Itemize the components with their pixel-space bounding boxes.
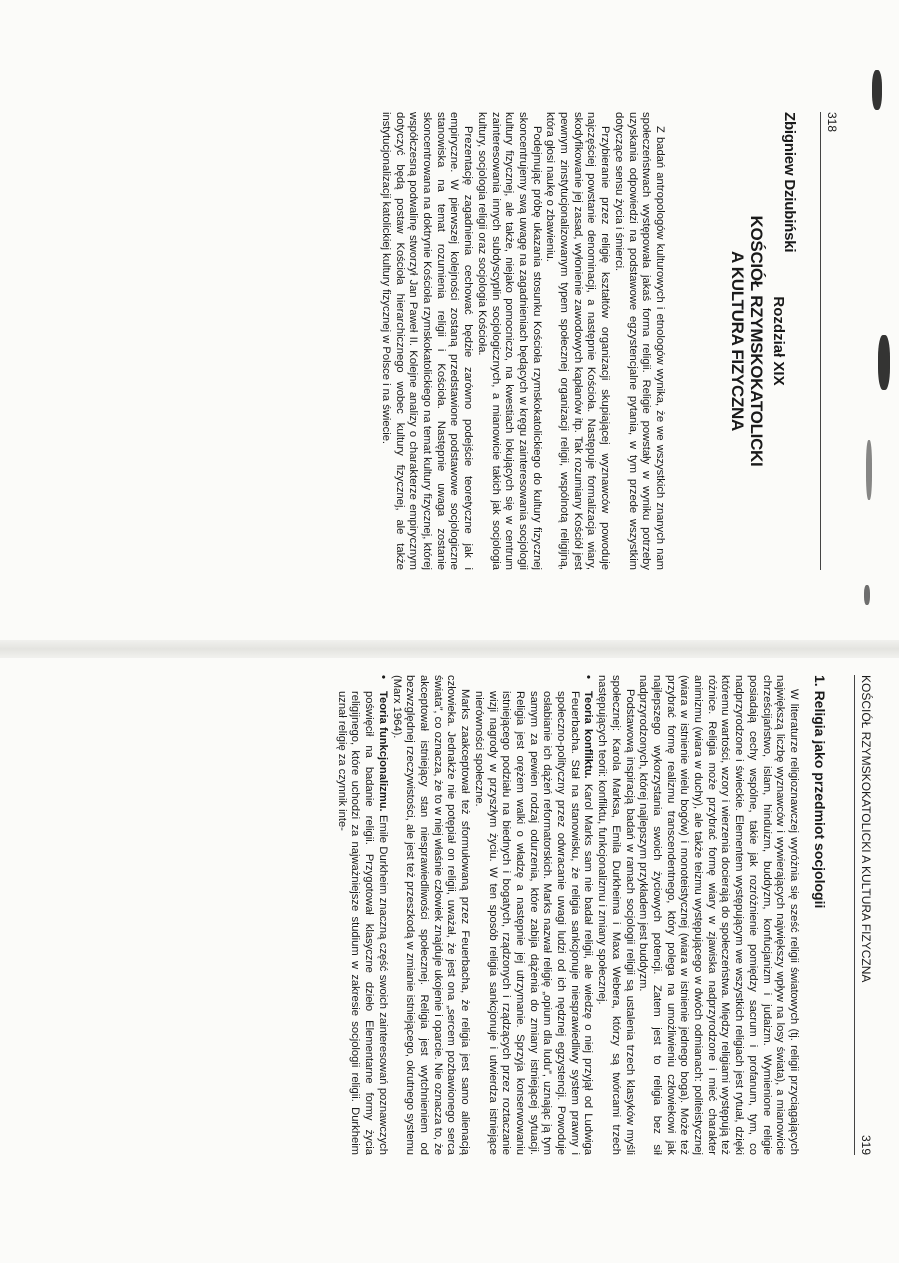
paragraph: Prezentację zagadnienia cechować będzie zarówno podejście teoretyczne jak i empiryczne. W pierwszej kolejności zostaną przedstawione podstawowe socjologiczne stanowiska na temat rozumienia religii i Kościoła. Następnie uwaga zostanie skoncentrowana na doktrynie Kościoła rzymskokatolickiego na temat kultury fizycznej, której współczesną podwalinę stworzył Jan Paweł II. Kolejne analizy o charakterze empirycznym dotyczyć będą postaw Kościoła hierarchicznego wobec kultury fizycznej, ale także instytucjonalizacji katolickiej kultury fizycznej w Polsce i na świecie. <box>379 112 475 570</box>
running-head-title: KOŚCIÓŁ RZYMSKOKATOLICKI A KULTURA FIZYCZNA <box>859 675 873 983</box>
scan-smudge <box>866 440 872 500</box>
bullet-functionalism-theory <box>334 675 389 1155</box>
paragraph: Podejmując próbę ukazania stosunku Kościoła rzymskokatolickiego do kultury fizycznej skoncentrujemy swą uwagę na zagadnieniach będących w kręgu zainteresowania socjologii kultury fizycznej, ale także, niejako pomocniczo, na kwestiach lokujących się w centrum zainteresowania innych subdyscyplin socjologicznych, a mianowicie takich jak socjologia kultury, socjologia religii oraz socjologia Kościoła. <box>475 112 543 570</box>
scan-smudge <box>878 335 890 390</box>
paragraph: W literaturze religioznawczej wyróżnia się sześć religii światowych (tj. religii przyciągających największą liczbę wyznawców i wywierających największy wpływ na losy świata), a mianowicie chrześcijaństwo, islam, hinduizm, buddyzm, konfucjanizm i judaizm. Wymienione religie posiadają cechy wspólne, takie jak rozróżnienie pomiędzy sacrum i profanum, tym, co nadprzyrodzone i świeckie. Elementem występującym we wszystkich religiach jest rytuał, dzięki któremu wartości, wzory i wierzenia docierają do społeczeństwa. Między religiami występują też różnice. Religia może przybrać formę wiary w zjawiska nadprzyrodzone i mieć charakter animizmu (wiara w duchy), ale także teizmu występującego w dwóch odmianach: politeistycznej (wiara w istnienie wielu bogów) i monoteistycznej (wiara w istnienie jednego boga). Może też przybrać formę realizmu transcendentnego, który polega na umożliwieniu człowiekowi jak najlepszego wykorzystania swoich życiowych potencji. Zatem jest to religia bez sił nadprzyrodzonych, której najlepszym przykładem jest buddyzm. <box>637 675 800 1155</box>
right-running-head <box>855 675 899 1155</box>
chapter-label: Rozdział XIX <box>770 296 787 386</box>
left-page-number: 318 <box>825 112 839 133</box>
paragraph: Marks zaakceptował też sformułowaną przez Feuerbacha, że religia jest samo alienacją człowieka. Jednakże nie potępiał on religii, uważał, że jest ona „sercem pozbawionego serca świata”, co oznacza, że to w niej właśnie człowiek znajduje ukojenie i oparcie. Nie oznacza to, że akceptował istniejący stan niesprawiedliwości społecznej. Religia jest wytchnieniem od bezwzględnej rzeczywistości, ale jest też przeszkodą w zmianie istniejącego, okrutnego systemu (Marx 1964). <box>390 675 472 1155</box>
bullet-lead: Teoria konfliktu. <box>582 691 595 779</box>
scan-smudge <box>864 585 870 605</box>
bullet-conflict-theory <box>471 675 594 1155</box>
right-page-number: 319 <box>859 1134 873 1155</box>
right-body <box>334 675 800 1155</box>
chapter-title-line2: A KULTURA FIZYCZNA <box>728 251 747 431</box>
author-name: Zbigniew Dziubiński <box>781 112 798 253</box>
chapter-heading <box>728 112 787 570</box>
bullet-icon: • <box>582 675 595 679</box>
chapter-title-line1: KOŚCIÓŁ RZYMSKOKATOLICKI <box>747 215 766 467</box>
right-page <box>0 655 899 1263</box>
section-title: 1. Religia jako przedmiot socjologii <box>812 675 828 909</box>
right-header-rule <box>854 675 855 1155</box>
left-header-rule <box>820 112 821 570</box>
paragraph: Z badań antropologów kulturowych i etnologów wynika, że we wszystkich znanych nam społeczeństwach występowała jakaś forma religii. Religie powstały w wyniku potrzeby uzyskania odpowiedzi na podstawowe egzystencjalne pytania, w tym przede wszystkim dotyczące sensu życia i śmierci. <box>612 112 666 570</box>
paragraph: Przybieranie przez religię kształtów organizacji skupiającej wyznawców powoduje najczęściej powstanie denominacji, a następnie Kościoła. Następuje formalizacja wiary, skodyfikowanie jej zasad, wyłonienie zawodowych kapłanów itp. Tak rozumiany Kościół jest pewnym zinstytucjonalizowanym typem społecznej organizacji religii, wspólnotą religijną, która głosi naukę o zbawieniu. <box>544 112 612 570</box>
left-body <box>378 112 666 570</box>
paragraph: Podstawową inspiracją badań w ramach socjologii religii są ustalenia trzech klasyków myśli społecznej: Karola Marksa, Emila Durkheima i Maxa Webera, którzy są twórcami trzech następujących teorii: konfliktu, funkcjonalizmu i zmiany społecznej. <box>596 675 636 1155</box>
bullet-icon: • <box>376 675 389 679</box>
bullet-lead: Teoria funkcjonalizmu. <box>376 691 389 812</box>
bullet-text: Karol Marks sam nie badał religii, ale wiedzę o niej przyjął od Ludwiga Feuerbacha. Stał na stanowisku, że religia sankcjonuje niesprawiedliwy system prawny i społeczno-polityczny przez odwracanie uwagi ludzi od ich nędznej egzystencji. Powoduje osłabianie ich dążeń reformatorskich. Marks nazwał religię „opium dla ludu”, uznając ją tym samym za pewien rodzaj odurzenia, które zabija dążenia do zmiany istniejącej sytuacji. Religia jest orężem walki o władzę a następnie jej utrzymanie. Sprzyja konserwowaniu istniejącego podziału na biednych i bogatych, rządzonych i rządzących przez roztaczanie wizji nagrody w przyszłym życiu. W ten sposób religia sankcjonuje i utwierdza istniejące nierówności społeczne. <box>472 691 595 1155</box>
scan-smudge <box>872 70 882 110</box>
bullet-text: Emile Durkheim znaczną część swoich zainteresowań poznawczych poświęcił na badanie religii. Przygotował klasyczne dzieło Elementarne formy życia religijnego, które uchodzi za najważniejsze studium w zakresie socjologii religii. Durkheim uznał religię za czynnik inte- <box>335 691 389 1155</box>
